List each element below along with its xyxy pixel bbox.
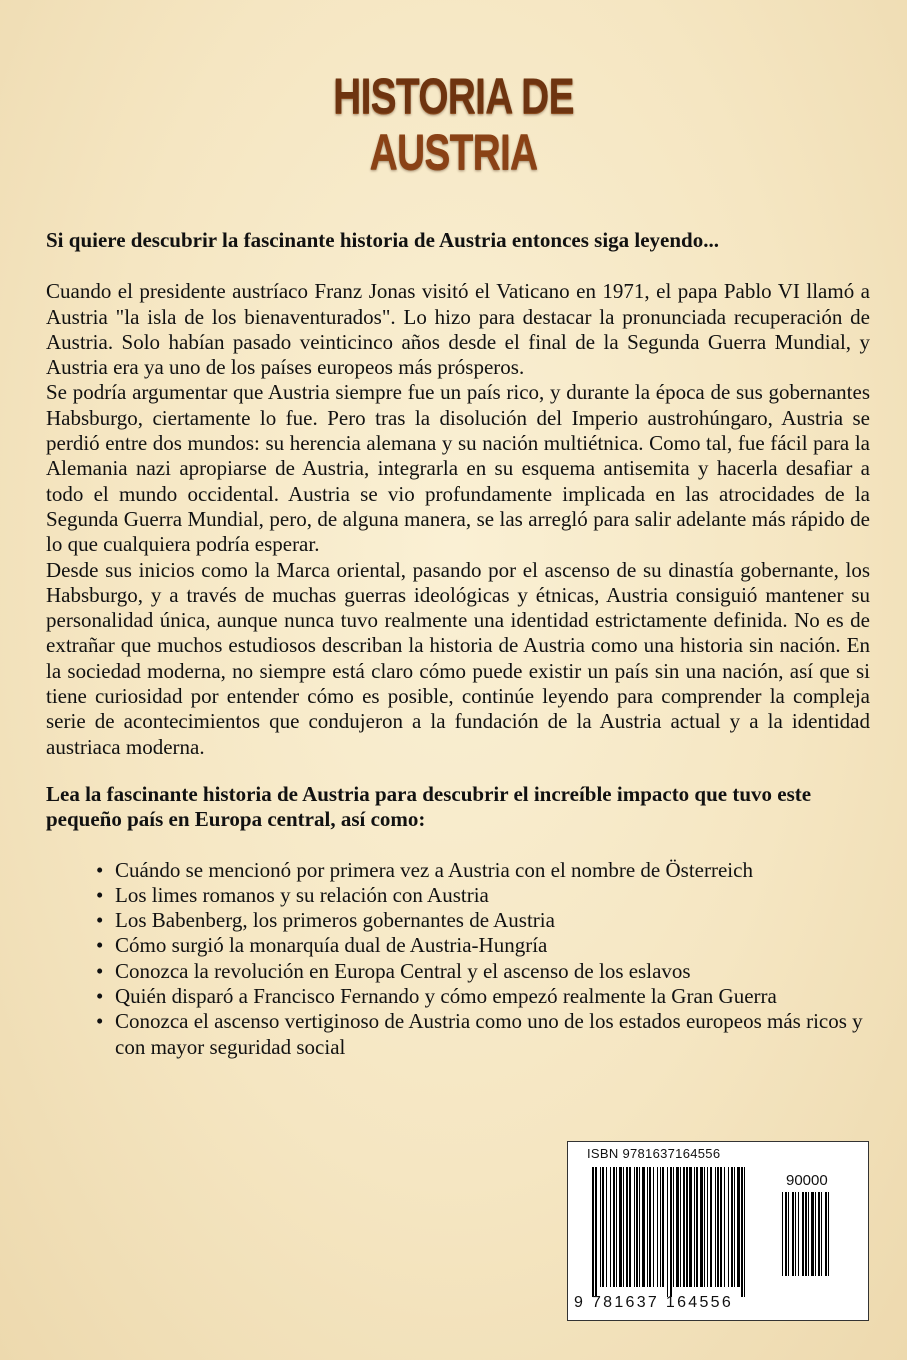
barcode-bar xyxy=(634,1167,635,1287)
features-heading: Lea la fascinante historia de Austria para descubrir el increíble impacto que tuvo este pequeño país en Europa central, así como: xyxy=(46,781,812,832)
paragraph-2: Se podría argumentar que Austria siempre fue un país rico, y durante la época de sus gobernantes Habsburgo, ciertamente lo fue. Pero tras la disolución del Imperio austrohúngaro, Austria se perdió entre dos mundos: su herencia alemana y su nación multiétnica. Como tal, fue fácil para la Alemania nazi apropiarse de Austria, integrarla en su esquema antisemita y hacerla desafiar a todo el mundo occidental. Austria se vio profundamente implicada en las atrocidades de la Segunda Guerra Mundial, pero, de alguna manera, se las arregló para salir adelante más rápido de lo que cualquiera podría esperar. xyxy=(46,380,870,557)
barcode-bar xyxy=(673,1167,674,1287)
barcode-bar xyxy=(707,1167,708,1287)
barcode-bar xyxy=(696,1167,698,1287)
barcode-bar xyxy=(808,1192,809,1276)
barcode-bar xyxy=(825,1192,827,1276)
barcode-bar xyxy=(704,1167,705,1287)
barcode-bar xyxy=(737,1167,740,1287)
barcode-bar xyxy=(639,1167,640,1287)
barcode-bar xyxy=(667,1167,668,1297)
barcode-bar xyxy=(649,1167,651,1287)
barcode-bar xyxy=(619,1167,622,1287)
isbn-label: ISBN 9781637164556 xyxy=(587,1146,721,1161)
barcode-bar xyxy=(818,1192,820,1276)
book-title xyxy=(100,68,807,180)
barcode-bar xyxy=(680,1167,681,1287)
barcode-bar xyxy=(700,1167,703,1287)
paragraph-3: Desde sus inicios como la Marca oriental, pasando por el ascenso de su dinastía gobernante, los Habsburgo, y a través de muchas guerras ideológicas y étnicas, Austria consiguió mantener su personalidad única, aunque nunca tuvo realmente una identidad estrictamente definida. No es de extrañar que muchos estudiosos describan la historia de Austria como una historia sin nación. En la sociedad moderna, no siempre está claro cómo puede existir un país sin una nación, así que si tiene curiosidad por entender cómo es posible, continúe leyendo para comprender la compleja serie de acontecimientos que condujeron a la fundación de la Austria actual y a la identidad austriaca moderna. xyxy=(46,557,870,759)
barcode-bar xyxy=(662,1167,664,1287)
barcode-bar xyxy=(694,1167,695,1287)
barcode-bar xyxy=(686,1167,688,1287)
barcode-bar xyxy=(717,1167,719,1287)
barcode-bar xyxy=(602,1167,604,1287)
back-cover-description xyxy=(46,228,870,1060)
feature-list xyxy=(46,858,870,1060)
barcode-bar xyxy=(676,1167,679,1287)
barcode-bar xyxy=(629,1167,631,1287)
barcode-bar xyxy=(592,1167,594,1297)
barcode-bar xyxy=(670,1167,672,1297)
barcode-bar xyxy=(613,1167,615,1287)
ean-digits: 9 781637 164556 xyxy=(574,1294,734,1311)
ean-barcode-bars xyxy=(592,1167,768,1297)
barcode-bar xyxy=(715,1167,716,1287)
barcode-bar xyxy=(683,1167,685,1287)
barcode-bar xyxy=(815,1192,816,1276)
barcode-bar xyxy=(610,1167,611,1287)
list-item: • Conozca la revolución en Europa Central y el ascenso de los eslavos xyxy=(96,959,870,984)
barcode-bar xyxy=(821,1192,822,1276)
list-item: • Cómo surgió la monarquía dual de Austria-Hungría xyxy=(96,933,870,958)
barcode-bar xyxy=(792,1192,794,1276)
barcode-bar xyxy=(689,1167,692,1287)
barcode-bar xyxy=(744,1167,745,1297)
barcode-bar xyxy=(795,1192,796,1276)
barcode-bar xyxy=(788,1192,789,1276)
barcode-bar xyxy=(616,1167,617,1287)
barcode-bar xyxy=(802,1192,804,1276)
barcode-bar xyxy=(731,1167,733,1287)
barcode-bar xyxy=(642,1167,645,1287)
barcode-bar xyxy=(636,1167,638,1287)
list-item: • Conozca el ascenso vertiginoso de Austria como uno de los estados europeos más ricos y con mayor seguridad social xyxy=(96,1009,870,1060)
barcode-bar xyxy=(660,1167,661,1287)
barcode-bar xyxy=(600,1167,601,1287)
price-barcode-bars xyxy=(782,1192,850,1286)
barcode-bar xyxy=(734,1167,735,1287)
barcode-bar xyxy=(782,1192,783,1276)
list-item: • Cuándo se mencionó por primera vez a Austria con el nombre de Österreich xyxy=(96,858,870,883)
price-code: 90000 xyxy=(786,1172,828,1189)
list-item: • Los limes romanos y su relación con Austria xyxy=(96,883,870,908)
barcode-bar xyxy=(606,1167,607,1287)
barcode-bar xyxy=(811,1192,814,1276)
barcode-bar xyxy=(805,1192,807,1276)
barcode-bar xyxy=(657,1167,658,1287)
barcode-bar xyxy=(653,1167,654,1287)
barcode-bar xyxy=(710,1167,712,1287)
barcode-bar xyxy=(785,1192,787,1276)
title-line-1: HISTORIA DE xyxy=(333,68,574,124)
paragraph-1: Cuando el presidente austríaco Franz Jonas visitó el Vaticano en 1971, el papa Pablo VI llamó a Austria "la isla de los bienaventurados". Lo hizo para destacar la pronunciada recuperación de Austria. Solo habían pasado veinticinco años desde el final de la Segunda Guerra Mundial, y Austria era ya uno de los países europeos más prósperos. xyxy=(46,279,870,380)
isbn-barcode xyxy=(567,1141,869,1321)
title-line-2: AUSTRIA xyxy=(369,124,538,180)
list-item: • Los Babenberg, los primeros gobernantes de Austria xyxy=(96,908,870,933)
barcode-bar xyxy=(626,1167,628,1287)
barcode-bar xyxy=(798,1192,799,1276)
barcode-bar xyxy=(724,1167,725,1287)
barcode-bar xyxy=(647,1167,648,1287)
barcode-bar xyxy=(623,1167,624,1287)
barcode-bar xyxy=(595,1167,597,1297)
lead-heading: Si quiere descubrir la fascinante historia de Austria entonces siga leyendo... xyxy=(46,228,719,252)
list-item: • Quién disparó a Francisco Fernando y cómo empezó realmente la Gran Guerra xyxy=(96,984,870,1009)
barcode-bar xyxy=(828,1192,829,1276)
barcode-bar xyxy=(720,1167,722,1287)
barcode-bar xyxy=(741,1167,743,1297)
barcode-bar xyxy=(728,1167,729,1287)
